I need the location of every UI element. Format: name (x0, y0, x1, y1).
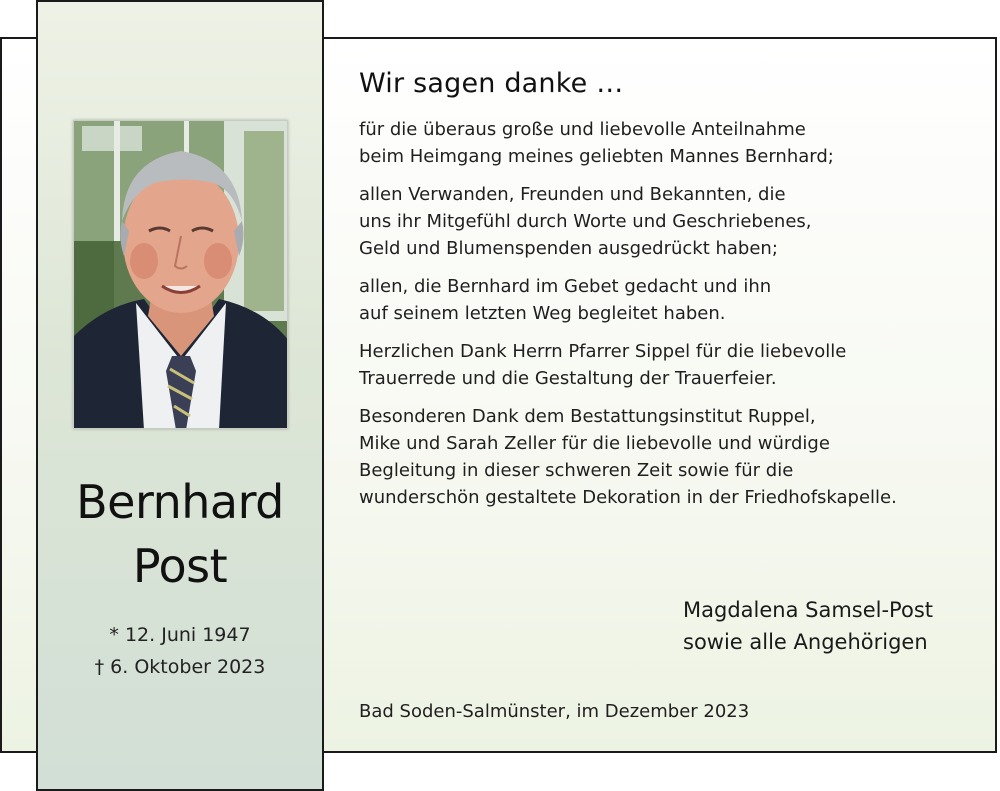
paragraph-line: für die überaus große und liebevolle Anteilnahme (359, 119, 806, 140)
paragraph-line: Besonderen Dank dem Bestattungsinstitut Ruppel, (359, 406, 816, 427)
thanks-paragraph (359, 273, 979, 327)
thanks-paragraph (359, 338, 979, 392)
paragraph-line: beim Heimgang meines geliebten Mannes Bernhard; (359, 146, 834, 167)
signature-line: Magdalena Samsel-Post (683, 598, 933, 622)
notice-heading: Wir sagen danke … (359, 68, 624, 99)
signature (683, 594, 933, 658)
memorial-panel (36, 0, 324, 791)
paragraph-line: Mike und Sarah Zeller für die liebevolle und würdige (359, 433, 830, 454)
deceased-first-name: Bernhard (76, 475, 284, 529)
paragraph-line: wunderschön gestaltete Dekoration in der Friedhofskapelle. (359, 487, 897, 508)
place-and-date: Bad Soden-Salmünster, im Dezember 2023 (359, 701, 750, 722)
thanks-paragraph (359, 403, 979, 511)
paragraph-line: Begleitung in dieser schweren Zeit sowie für die (359, 460, 794, 481)
paragraph-line: Geld und Blumenspenden ausgedrückt haben; (359, 238, 778, 259)
birth-date: * 12. Juni 1947 (109, 624, 251, 646)
paragraph-line: auf seinem letzten Weg begleitet haben. (359, 303, 726, 324)
portrait-photo (73, 120, 288, 429)
paragraph-line: uns ihr Mitgefühl durch Worte und Geschriebenes, (359, 211, 812, 232)
paragraph-line: allen Verwanden, Freunden und Bekannten, die (359, 184, 786, 205)
paragraph-line: Herzlichen Dank Herrn Pfarrer Sippel für die liebevolle (359, 341, 847, 362)
paragraph-line: Trauerrede und die Gestaltung der Trauerfeier. (359, 368, 777, 389)
death-date: † 6. Oktober 2023 (94, 656, 266, 678)
notice-content (359, 66, 979, 522)
signature-line: sowie alle Angehörigen (683, 630, 928, 654)
paragraph-line: allen, die Bernhard im Gebet gedacht und ihn (359, 276, 772, 297)
thanks-paragraph (359, 181, 979, 262)
deceased-last-name: Post (132, 539, 228, 593)
thanks-paragraph (359, 116, 979, 170)
